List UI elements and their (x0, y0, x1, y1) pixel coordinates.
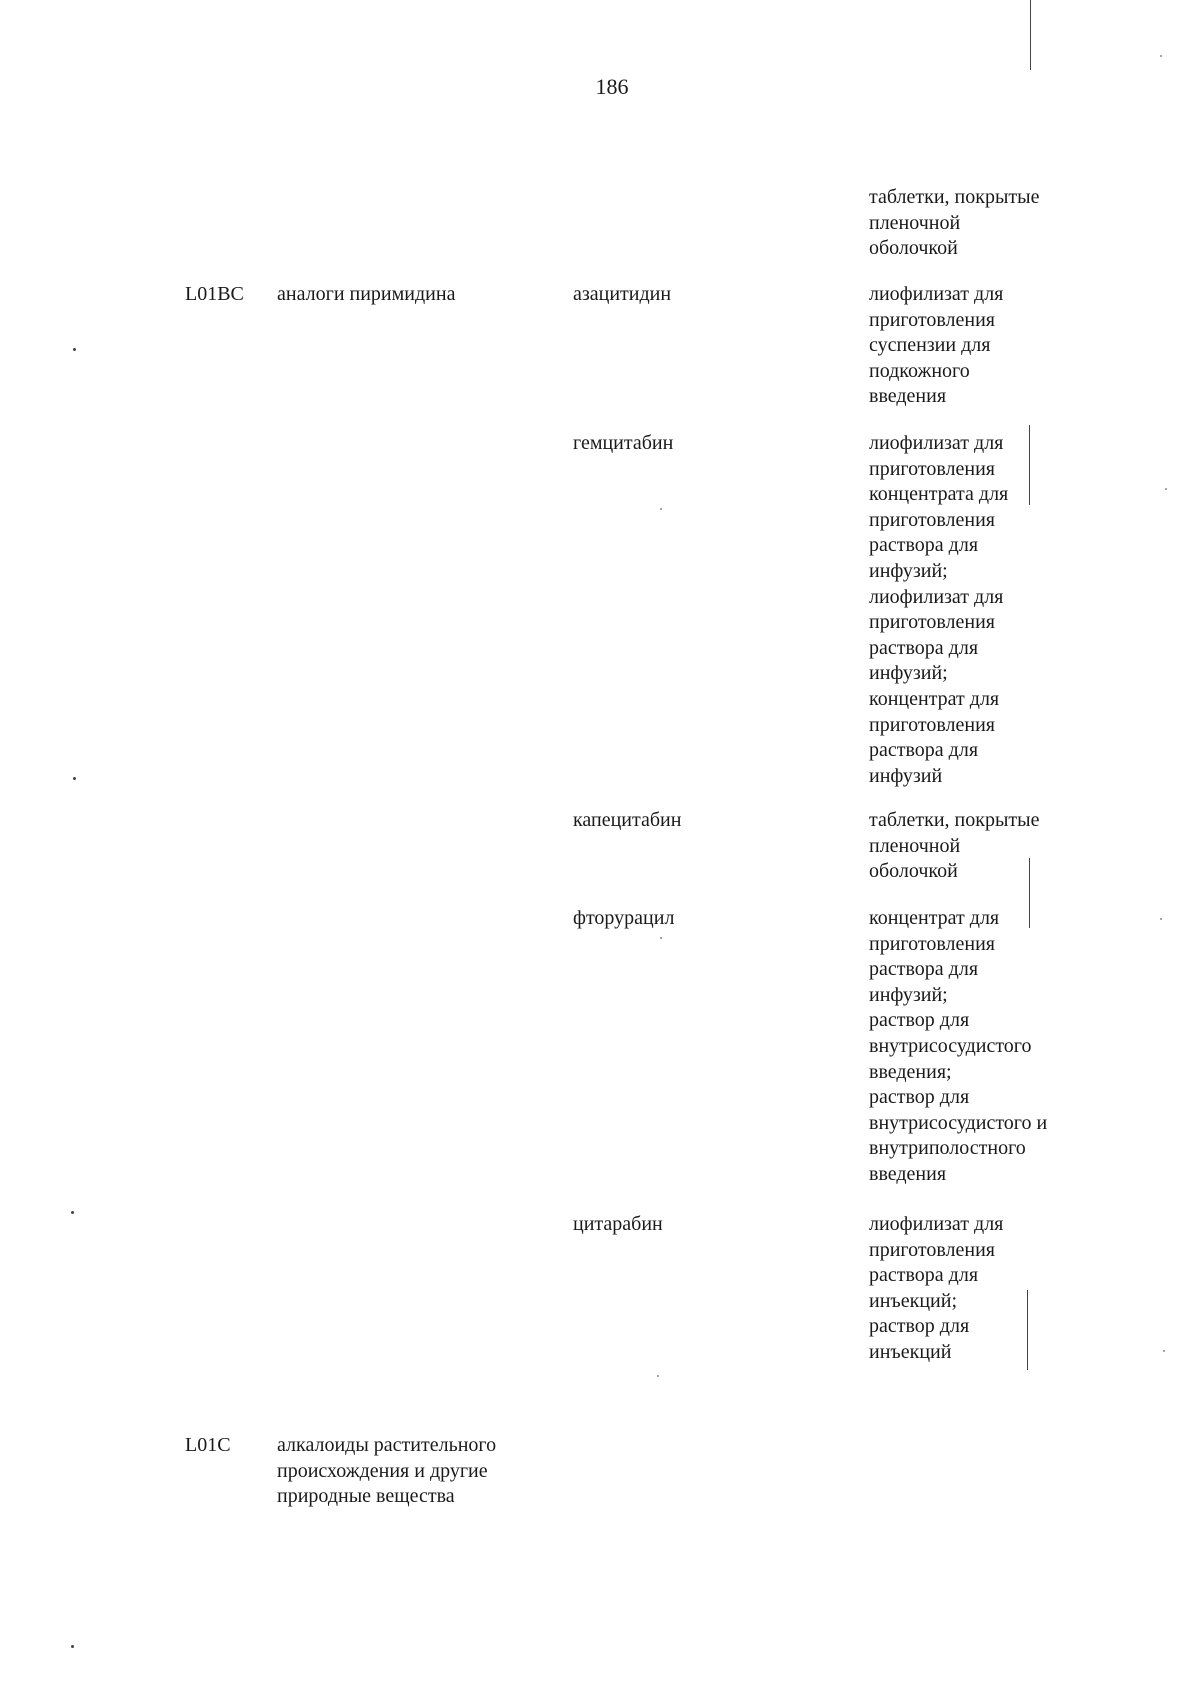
drug-name: фторурацил (573, 907, 675, 929)
dosage-form: таблетки, покрытые пленочной оболочкой (869, 809, 1040, 883)
scan-artifact-line (1029, 425, 1030, 505)
page-number: 186 (595, 74, 629, 99)
atc-group-name: алкалоиды растительного происхождения и другие природные вещества (277, 1434, 497, 1508)
scan-artifact-dot (71, 1211, 74, 1214)
drug-name: капецитабин (573, 809, 682, 831)
atc-code: L01BC (185, 283, 244, 305)
scan-artifact-speck (660, 508, 662, 510)
atc-group-name: аналоги пиримидина (277, 283, 456, 305)
scan-artifact-line (1029, 858, 1030, 928)
scan-artifact-speck (1165, 488, 1167, 490)
dosage-form: лиофилизат для приготовления раствора для инъекций; раствор для инъекций (869, 1213, 1004, 1363)
drug-name: гемцитабин (573, 432, 674, 454)
dosage-form: лиофилизат для приготовления суспензии для подкожного введения (869, 283, 1004, 408)
dosage-form: таблетки, покрытые пленочной оболочкой (869, 186, 1040, 260)
scan-artifact-dot (73, 348, 76, 351)
scan-artifact-dot (73, 777, 76, 780)
scan-artifact-speck (660, 937, 662, 939)
scan-artifact-line (1027, 1290, 1028, 1370)
dosage-form: концентрат для приготовления раствора для инфузий; раствор для внутрисосудистого введения; раствор для внутрисосудистого и внутриполостного введения (869, 907, 1048, 1185)
drug-name: азацитидин (573, 283, 672, 305)
drug-name: цитарабин (573, 1213, 663, 1235)
dosage-form: лиофилизат для приготовления концентрата для приготовления раствора для инфузий; лиофилизат для приготовления раствора для инфузий; концентрат для приготовления раствора для инфузий (869, 432, 1009, 787)
scan-artifact-speck (657, 1375, 659, 1377)
scan-artifact-line (1030, 0, 1031, 70)
scan-artifact-speck (1160, 918, 1162, 920)
scan-artifact-speck (1160, 55, 1162, 57)
atc-code: L01C (185, 1434, 231, 1456)
scan-artifact-speck (1163, 1350, 1165, 1352)
scan-artifact-dot (71, 1645, 74, 1648)
